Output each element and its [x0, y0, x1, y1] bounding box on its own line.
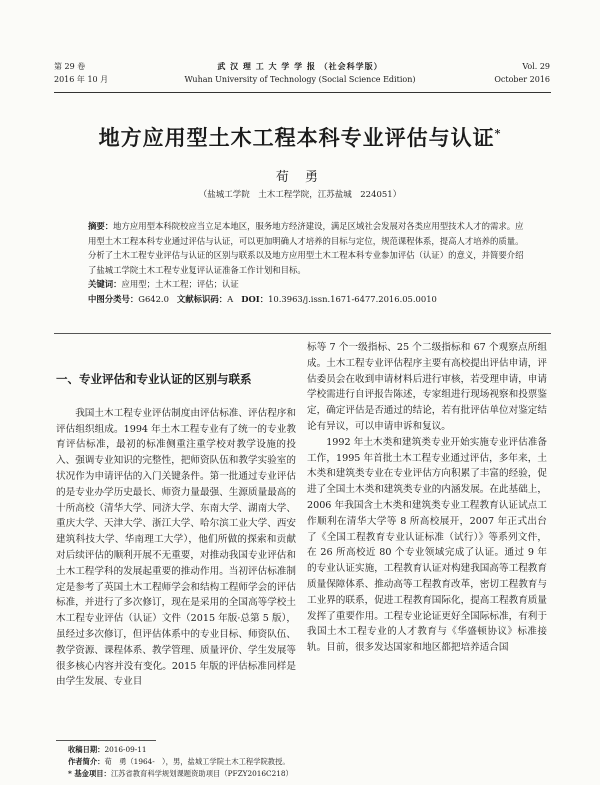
doc-value: A: [227, 293, 234, 304]
volume-en: Vol. 29: [522, 62, 550, 71]
paper-title: [0, 122, 600, 152]
journal-name-en: Wuhan University of Technology (Social Science Edition): [184, 75, 416, 84]
footnote-received: [68, 744, 548, 755]
footnote-label: * 基金项目：: [68, 769, 111, 778]
abstract-separator: [54, 333, 551, 334]
abstract: [88, 219, 528, 277]
keywords-text: 应用型；土木工程；评估；认证: [121, 279, 239, 289]
footnote-funding: [68, 768, 548, 779]
date-cn: 2016 年 10 月: [54, 75, 109, 84]
header-rule: [54, 92, 551, 93]
clc-label: 中图分类号：: [88, 293, 139, 304]
footnote-text: 江苏省教育科学规划课题资助项目（PFZY2016C218）: [110, 769, 293, 778]
footnote-label: 收稿日期：: [68, 745, 105, 754]
keywords-label: 关键词：: [88, 279, 122, 289]
body-paragraph: 标等 7 个一级指标、25 个二级指标和 67 个观察点所组成。土木工程专业评估程序主要有高校提出评估申请，评估委员会在收到申请材料后进行审核，若受理申请，申请学校需进行自评报告陈述，专家组进行现场视察和投票鉴定，确定评估是否通过的结论，若有批评估单位对鉴定结论有异议，可以申请申诉和复议。: [307, 342, 547, 432]
abstract-block: [88, 219, 528, 306]
title-footnote-mark: *: [494, 127, 502, 140]
doc-label: 文献标识码：: [176, 293, 228, 304]
footnote-text: 2016-09-11: [104, 745, 147, 754]
body-paragraph: 1992 年土木类和建筑类专业开始实施专业评估准备工作，1995 年首批土木工程专业通过评估，多年来，土木类和建筑类专业在专业评估方向积累了丰富的经验，促进了全国土木类和建筑类专业的内涵发展。在此基础上，2006 年我国含土木类和建筑类专业工程教育认证试点工作顺利在清华大学等 8 所高校展开，2007 年正式出台了《全国工程教育专业认证标准（试行）》等系列文件，在 26 所高校近 80 个专业领域完成了认证。通过 9 年的专业认证实施，工程教育认证对构建我国高等工程教育质量保障体系、推动高等工程教育改革，密切工程教育与工业界的联系，促进工程教育国际化，提高工程教育质量发挥了重要作用。工程专业论证更好全国际标准，有利于我国土木工程专业的人才教育与《华盛顿协议》标准接轨。目前，很多发达国家和地区都把培养适合国: [307, 436, 547, 654]
doi-value: 10.3963/j.issn.1671-6477.2016.05.0010: [268, 293, 437, 304]
footnote-label: 作者简介：: [68, 757, 105, 766]
abstract-text: 地方应用型本科院校应当立足本地区，服务地方经济建设，满足区域社会发展对各类应用型技术人才的需求。应用型土木工程本科专业通过评估与认证，可以更加明确人才培养的目标与定位，规范课程体系，提高人才培养的质量。分析了土木工程专业评估与认证的区别与联系以及地方应用型土木工程本科专业参加评估（认证）的意义，并简要介绍了盐城工学院土木工程专业复评认证准备工作计划和目标。: [88, 221, 524, 275]
affiliation: （盐城工学院 土木工程学院，江苏盐城 224051）: [198, 190, 402, 200]
section-heading: 一、专业评估和专业认证的区别与联系: [56, 372, 252, 386]
author: 荀 勇: [275, 170, 325, 185]
paper-title-text: 地方应用型土木工程本科专业评估与认证: [98, 125, 495, 150]
keywords: [88, 277, 528, 292]
right-column: [307, 340, 547, 656]
classification: [88, 292, 528, 307]
body-paragraph: 我国土木工程专业评估制度由评估标准、评估程序和评估组织组成。1994 年土木工程专业有了统一的专业教育评估标准，最初的标准侧重注重学校对教学设施的投入、强调专业知识的完整性，把师资队伍和教学实验室的状况作为申请评估的入门关键条件。第一批通过专业评估的是专业办学历史最长、师资力量最强、生源质量最高的十所高校（清华大学、同济大学、东南大学、湖南大学、重庆大学、天津大学、浙江大学、哈尔滨工业大学、西安建筑科技大学、华南理工大学），他们所做的探索和贡献对后续评估的顺利开展不无重要，对推动我国专业评估和土木工程学科的发展起重要的推动作用。当初评估标准制定是参考了英国土木工程师学会和结构工程师学会的评估标准，并进行了多次修订，现在是采用的全国高等学校土木工程专业评估（认证）文件（2015 年版·总第 5 版），虽经过多次修订，但评估体系中的专业目标、师资队伍、教学资源、课程体系、教学管理、质量评价、学生发展等很多核心内容并没有变化。2015 年版的评估标准同样是由学生发展、专业目: [56, 407, 296, 688]
journal-volume-en: [494, 60, 550, 86]
footnote-author-bio: [68, 756, 548, 767]
abstract-label: 摘要：: [88, 221, 114, 231]
footnote-rule: [56, 740, 156, 741]
footnote-text: 荀 勇（1964- ），男，盐城工学院土木工程学院教授。: [104, 757, 290, 766]
volume-cn: 第 29 卷: [54, 62, 86, 71]
doi-label: DOI：: [241, 293, 269, 304]
left-column: [56, 340, 296, 690]
journal-name-cn: 武 汉 理 工 大 学 学 报 （社会科学版）: [217, 61, 383, 71]
clc-value: G642.0: [138, 293, 169, 304]
date-en: October 2016: [494, 75, 550, 84]
